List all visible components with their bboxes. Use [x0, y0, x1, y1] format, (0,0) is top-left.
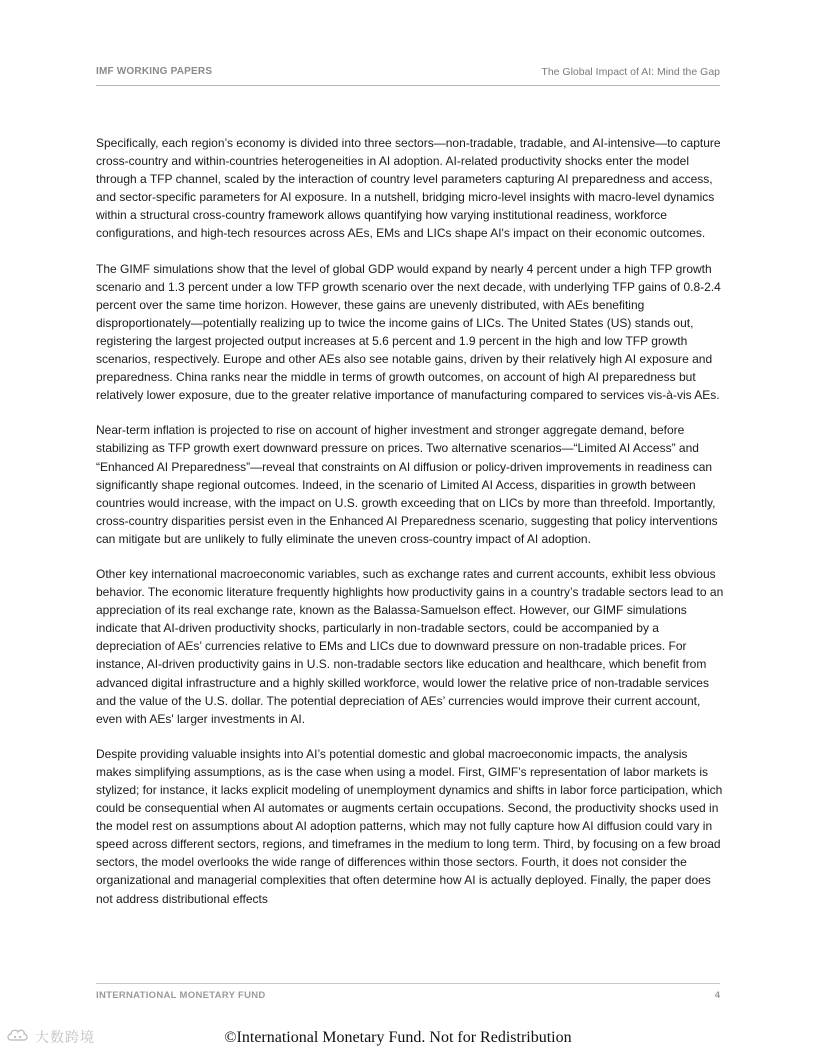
footer-organization: INTERNATIONAL MONETARY FUND [96, 990, 266, 1001]
watermark-text: 大数跨境 [35, 1029, 95, 1045]
paragraph: The GIMF simulations show that the level of global GDP would expand by nearly 4 percent under a high TFP growth scenario and 1.3 percent under a low TFP growth scenario over the next decade, with underlying TFP gains of 0.8-2.4 percent over the same time horizon. However, these gains are unevenly distributed, with AEs benefiting disproportionately—potentially realizing up to twice the income gains of LICs. The United States (US) stands out, registering the largest projected output increases at 5.6 percent and 1.9 percent in the high and low TFP growth scenarios, respectively. Europe and other AEs also see notable gains, driven by their relatively high AI exposure and preparedness. China ranks near the middle in terms of growth outcomes, on account of high AI preparedness but relatively lower exposure, due to the greater relative importance of manufacturing compared to services vis-à-vis AEs. [96, 261, 721, 403]
header-divider [96, 85, 720, 86]
page-header [96, 66, 720, 84]
paragraph: Other key international macroeconomic variables, such as exchange rates and current accounts, exhibit less obvious behavior. The economic literature frequently highlights how productivity gains in a country’s tradable sectors lead to an appreciation of its real exchange rate, known as the Balassa-Samuelson effect. However, our GIMF simulations indicate that AI-driven productivity shocks, particularly in non-tradable sectors, could be accompanied by a depreciation of AEs’ currencies relative to EMs and LICs due to downward pressure on non-tradable prices. For instance, AI-driven productivity gains in U.S. non-tradable sectors like education and healthcare, which benefit from advanced digital infrastructure and a highly skilled workforce, would lower the relative price of non-tradable services and the value of the U.S. dollar. The potential depreciation of AEs’ currencies would improve their current account, even with AEs' larger investments in AI. [96, 566, 724, 726]
running-title: The Global Impact of AI: Mind the Gap [541, 66, 720, 78]
footer-divider [96, 983, 720, 984]
copyright-notice: ©International Monetary Fund. Not for Redistribution [224, 1029, 572, 1046]
page-number: 4 [714, 990, 720, 1001]
body-text [96, 134, 724, 908]
paragraph: Specifically, each region’s economy is divided into three sectors—non-tradable, tradable, and AI-intensive—to capture cross-country and within-countries heterogeneities in AI adoption. AI-related productivity shocks enter the model through a TFP channel, scaled by the interaction of country level parameters capturing AI preparedness and access, and sector-specific parameters for AI exposure. In a nutshell, bridging micro-level insights with macro-level dynamics within a structural cross-country framework allows quantifying how varying institutional readiness, workforce configurations, and high-tech resources across AEs, EMs and LICs shape AI's impact on their economic outcomes. [96, 136, 721, 241]
paragraph: Despite providing valuable insights into AI’s potential domestic and global macroeconomic impacts, the analysis makes simplifying assumptions, as is the case when using a model. First, GIMF’s representation of labor markets is stylized; for instance, it lacks explicit modeling of unemployment dynamics and shifts in labor force participation, which could be consequential when AI automates or augments certain occupations. Second, the productivity shocks used in the model rest on assumptions about AI adoption patterns, which may not fully capture how AI diffusion could vary in speed across different sectors, regions, and timeframes in the medium to long term. Third, by focusing on a few broad sectors, the model overlooks the wide range of differences within those sectors. Fourth, it does not consider the organizational and managerial complexities that often determine how AI is actually deployed. Finally, the paper does not address distributional effects [96, 746, 723, 906]
paragraph: Near-term inflation is projected to rise on account of higher investment and stronger aggregate demand, before stabilizing as TFP growth exert downward pressure on prices. Two alternative scenarios—“Limited AI Access” and “Enhanced AI Preparedness”—reveal that constraints on AI diffusion or policy-driven improvements in readiness can significantly shape regional outcomes. Indeed, in the scenario of Limited AI Access, disparities in growth between countries would increase, with the impact on U.S. growth exceeding that on LICs by more than threefold. Importantly, cross-country disparities persist even in the Enhanced AI Preparedness scenario, suggesting that policy interventions can mitigate but are unlikely to fully eliminate the uneven cross-country impact of AI adoption. [96, 423, 718, 546]
series-title: IMF WORKING PAPERS [96, 66, 213, 77]
